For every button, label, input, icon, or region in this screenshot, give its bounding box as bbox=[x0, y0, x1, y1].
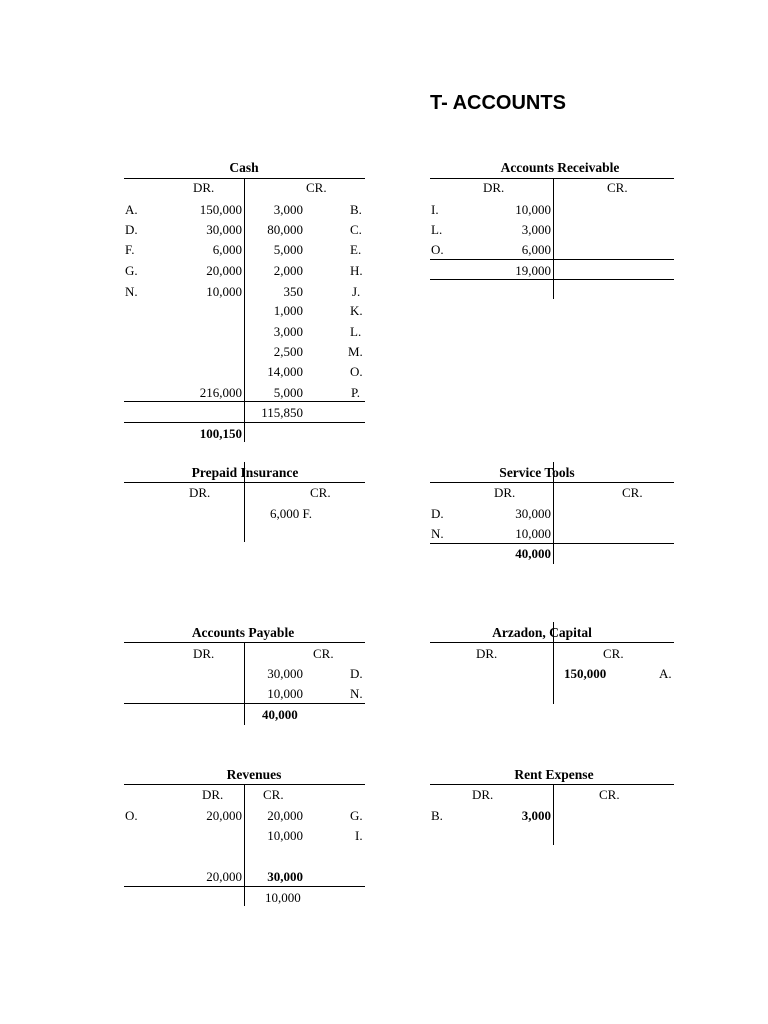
debit-amount: 3,000 bbox=[521, 808, 551, 823]
credit-ref: O. bbox=[350, 364, 363, 379]
debit-total: 20,000 bbox=[206, 869, 242, 884]
balance-rule bbox=[124, 886, 365, 887]
credit-ref: M. bbox=[348, 344, 363, 359]
header-rule bbox=[430, 642, 674, 643]
balance-rule bbox=[430, 279, 674, 280]
credit-ref: D. bbox=[350, 666, 363, 681]
credit-header: CR. bbox=[599, 787, 620, 802]
credit-amount: 5,000 bbox=[273, 242, 303, 257]
credit-amount: 14,000 bbox=[267, 364, 303, 379]
account-title: Rent Expense bbox=[514, 767, 594, 782]
debit-ref: F. bbox=[125, 242, 135, 257]
credit-amount: 10,000 bbox=[267, 686, 303, 701]
debit-amount: 6,000 bbox=[521, 242, 551, 257]
debit-ref: A. bbox=[125, 202, 138, 217]
debit-amount: 20,000 bbox=[206, 808, 242, 823]
header-rule bbox=[430, 784, 674, 785]
credit-entry: 6,000 F. bbox=[270, 506, 312, 521]
balance-amount: 100,150 bbox=[199, 426, 242, 441]
credit-amount: 350 bbox=[283, 284, 303, 299]
credit-header: CR. bbox=[263, 787, 284, 802]
balance-amount: 10,000 bbox=[265, 890, 301, 905]
debit-ref: B. bbox=[431, 808, 443, 823]
credit-amount: 10,000 bbox=[267, 828, 303, 843]
debit-amount: 10,000 bbox=[515, 526, 551, 541]
debit-amount: 3,000 bbox=[521, 222, 551, 237]
credit-amount: 2,000 bbox=[273, 263, 303, 278]
credit-ref: H. bbox=[350, 263, 363, 278]
debit-ref: G. bbox=[125, 263, 138, 278]
balance-amount: 40,000 bbox=[262, 707, 298, 722]
debit-ref: D. bbox=[125, 222, 138, 237]
credit-ref: C. bbox=[350, 222, 362, 237]
debit-ref: N. bbox=[431, 526, 444, 541]
balance-amount: 19,000 bbox=[515, 263, 551, 278]
balance-rule bbox=[124, 422, 365, 423]
credit-amount: 20,000 bbox=[267, 808, 303, 823]
debit-amount: 150,000 bbox=[199, 202, 242, 217]
credit-ref: E. bbox=[350, 242, 362, 257]
credit-header: CR. bbox=[310, 485, 331, 500]
credit-ref: J. bbox=[352, 284, 361, 299]
debit-ref: O. bbox=[431, 242, 444, 257]
credit-amount: 80,000 bbox=[267, 222, 303, 237]
debit-total: 216,000 bbox=[199, 385, 242, 400]
header-rule bbox=[430, 482, 674, 483]
t-divider bbox=[244, 178, 245, 442]
t-divider bbox=[553, 178, 554, 299]
credit-header: CR. bbox=[313, 646, 334, 661]
credit-ref: A. bbox=[659, 666, 672, 681]
credit-header: CR. bbox=[607, 180, 628, 195]
debit-header: DR. bbox=[193, 180, 215, 195]
debit-ref: L. bbox=[431, 222, 443, 237]
t-divider bbox=[553, 622, 554, 704]
header-rule bbox=[430, 178, 674, 179]
t-divider bbox=[244, 642, 245, 725]
debit-header: DR. bbox=[189, 485, 211, 500]
total-rule bbox=[430, 259, 674, 260]
credit-ref: N. bbox=[350, 686, 363, 701]
debit-amount: 10,000 bbox=[206, 284, 242, 299]
credit-amount: 3,000 bbox=[273, 324, 303, 339]
balance-rule bbox=[124, 703, 365, 704]
balance-amount: 40,000 bbox=[515, 546, 551, 561]
t-divider bbox=[244, 784, 245, 906]
total-rule bbox=[124, 401, 365, 402]
t-divider bbox=[244, 462, 245, 542]
credit-header: CR. bbox=[603, 646, 624, 661]
credit-ref: K. bbox=[350, 303, 363, 318]
account-title: Service Tools bbox=[499, 465, 575, 480]
credit-amount: 150,000 bbox=[564, 666, 607, 681]
credit-amount: 5,000 bbox=[273, 385, 303, 400]
credit-header: CR. bbox=[306, 180, 327, 195]
credit-amount: 2,500 bbox=[273, 344, 303, 359]
account-title: Accounts Receivable bbox=[500, 160, 620, 175]
credit-amount: 3,000 bbox=[273, 202, 303, 217]
account-title: Revenues bbox=[226, 767, 282, 782]
debit-header: DR. bbox=[476, 646, 498, 661]
account-title: Accounts Payable bbox=[191, 625, 295, 640]
debit-ref: N. bbox=[125, 284, 138, 299]
debit-ref: D. bbox=[431, 506, 444, 521]
credit-total: 30,000 bbox=[267, 869, 303, 884]
credit-amount: 1,000 bbox=[273, 303, 303, 318]
credit-ref: L. bbox=[350, 324, 362, 339]
account-title: Arzadon, Capital bbox=[492, 625, 592, 640]
credit-amount: 30,000 bbox=[267, 666, 303, 681]
debit-header: DR. bbox=[202, 787, 224, 802]
debit-header: DR. bbox=[472, 787, 494, 802]
debit-amount: 6,000 bbox=[212, 242, 242, 257]
credit-ref: P. bbox=[351, 385, 361, 400]
t-divider bbox=[553, 462, 554, 564]
debit-amount: 10,000 bbox=[515, 202, 551, 217]
account-title: Cash bbox=[229, 160, 259, 175]
credit-ref: G. bbox=[350, 808, 363, 823]
debit-amount: 30,000 bbox=[515, 506, 551, 521]
debit-header: DR. bbox=[483, 180, 505, 195]
debit-header: DR. bbox=[494, 485, 516, 500]
t-divider bbox=[553, 784, 554, 845]
credit-ref: B. bbox=[350, 202, 362, 217]
balance-rule bbox=[430, 543, 674, 544]
credit-total: 115,850 bbox=[261, 405, 303, 420]
account-title: Prepaid Insurance bbox=[191, 465, 299, 480]
credit-header: CR. bbox=[622, 485, 643, 500]
page-title: T- ACCOUNTS bbox=[430, 92, 566, 114]
debit-ref: O. bbox=[125, 808, 138, 823]
debit-ref: I. bbox=[431, 202, 439, 217]
debit-amount: 20,000 bbox=[206, 263, 242, 278]
credit-ref: I. bbox=[355, 828, 363, 843]
debit-header: DR. bbox=[193, 646, 215, 661]
debit-amount: 30,000 bbox=[206, 222, 242, 237]
